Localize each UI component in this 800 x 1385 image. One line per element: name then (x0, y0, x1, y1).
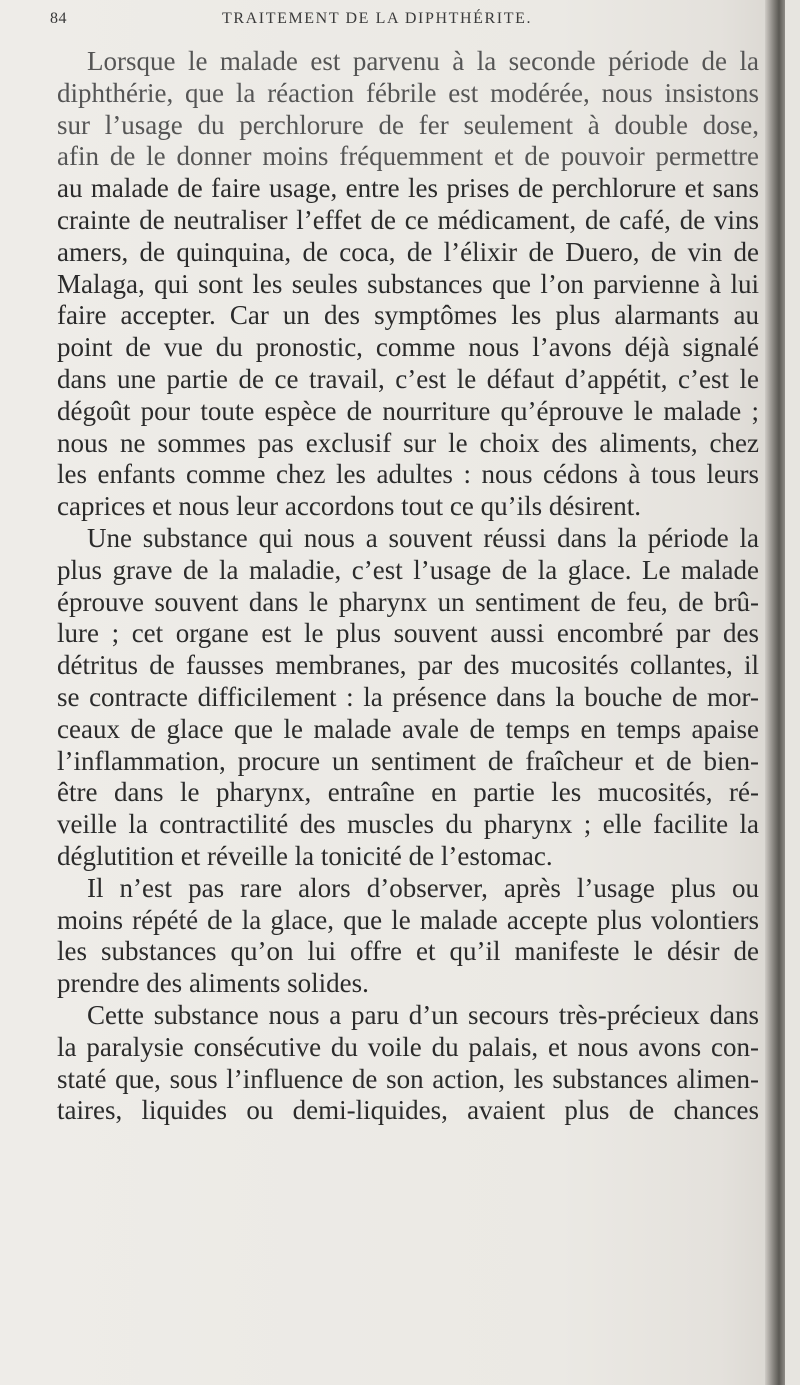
text-line: prendre des aliments solides. (57, 968, 369, 999)
text-line: Malaga, qui sont les seules substances que l’on parvienne à lui (57, 268, 759, 299)
text-line: au malade de faire usage, entre les prises de perchlorure et sans (57, 173, 759, 204)
text-line: moins répété de la glace, que le malade accepte plus volontiers (57, 904, 759, 935)
text-line: les substances qu’on lui offre et qu’il manifeste le désir de (57, 936, 759, 967)
text-line: Il n’est pas rare alors d’observer, après l’usage plus ou (87, 872, 759, 903)
text-line: afin de le donner moins fréquemment et de pouvoir permettre (57, 141, 759, 172)
text-line: Une substance qui nous a souvent réussi dans la période la (87, 522, 759, 553)
text-line: staté que, sous l’influence de son action, les substances alimen- (57, 1063, 759, 1094)
text-line: sur l’usage du perchlorure de fer seulement à double dose, (57, 109, 759, 140)
text-line: crainte de neutraliser l’effet de ce médicament, de café, de vins (57, 204, 759, 235)
text-line: Lorsque le malade est parvenu à la seconde période de la (87, 46, 759, 76)
text-line: taires, liquides ou demi-liquides, avaient plus de chances (57, 1095, 759, 1126)
text-line: dans une partie de ce travail, c’est le défaut d’appétit, c’est le (57, 363, 759, 394)
body-text (57, 46, 759, 1127)
text-line: éprouve souvent dans le pharynx un sentiment de feu, de brû- (57, 586, 759, 617)
text-line: se contracte difficilement : la présence dans la bouche de mor- (57, 681, 759, 712)
text-line: lure ; cet organe est le plus souvent aussi encombré par des (57, 618, 759, 649)
text-line: déglutition et réveille la tonicité de l’estomac. (57, 840, 553, 871)
page-number: 84 (50, 10, 67, 27)
text-line: plus grave de la maladie, c’est l’usage de la glace. Le malade (57, 554, 759, 585)
text-line: amers, de quinquina, de coca, de l’élixir de Duero, de vin de (57, 236, 759, 267)
text-line: diphthérie, que la réaction fébrile est modérée, nous insistons (57, 77, 759, 108)
running-title: TRAITEMENT DE LA DIPHTHÉRITE. (222, 10, 533, 27)
text-line: caprices et nous leur accordons tout ce qu’ils désirent. (57, 491, 642, 522)
binding-gutter (765, 0, 785, 1385)
text-line: faire accepter. Car un des symptômes les plus alarmants au (57, 300, 759, 331)
text-line: ceaux de glace que le malade avale de temps en temps apaise (57, 713, 759, 744)
text-line: dégoût pour toute espèce de nourriture qu’éprouve le malade ; (57, 395, 759, 426)
text-line: les enfants comme chez les adultes : nous cédons à tous leurs (57, 459, 759, 490)
text-line: être dans le pharynx, entraîne en partie les mucosités, ré- (57, 777, 759, 808)
page-edge (785, 0, 800, 1385)
text-line: point de vue du pronostic, comme nous l’avons déjà signalé (57, 332, 759, 363)
text-line: l’inflammation, procure un sentiment de fraîcheur et de bien- (57, 745, 759, 776)
text-line: la paralysie consécutive du voile du palais, et nous avons con- (57, 1031, 759, 1062)
text-line: veille la contractilité des muscles du pharynx ; elle facilite la (57, 809, 759, 840)
text-line: Cette substance nous a paru d’un secours très-précieux dans (87, 999, 759, 1030)
text-line: nous ne sommes pas exclusif sur le choix des aliments, chez (57, 427, 759, 458)
text-line: détritus de fausses membranes, par des mucosités collantes, il (57, 650, 759, 681)
running-head (0, 8, 800, 38)
